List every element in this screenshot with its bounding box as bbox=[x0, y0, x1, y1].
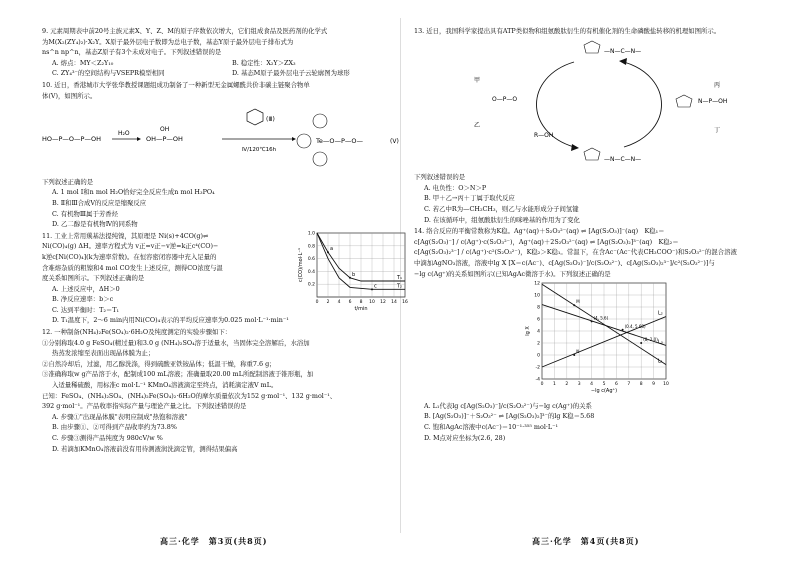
q11-option-a: A. 上述反应中，ΔH＞0 bbox=[52, 284, 120, 293]
y-axis-label: c(CO)/mol·L⁻¹ bbox=[298, 247, 304, 282]
alcohol-label: R—OH bbox=[534, 131, 554, 139]
q12-stem-line: 入适量稀硫酸，用标准c mol·L⁻¹ KMnO₄溶液滴定至终点，消耗滴定液V mL。 bbox=[52, 381, 278, 390]
compound-bing-label: 丙 bbox=[714, 81, 721, 89]
question-11 bbox=[42, 231, 414, 326]
y-tick-label: 0.6 bbox=[307, 256, 315, 262]
water-label: H₂O bbox=[118, 130, 130, 138]
point-label: b bbox=[352, 271, 356, 278]
page-footer-right: 高三·化学 第4页(共8页) bbox=[532, 536, 640, 546]
q12-stem-line: 热蒸发浓缩至表面出现晶体膜为止； bbox=[52, 349, 155, 358]
x-tick-label: 8 bbox=[359, 299, 363, 305]
compound-yi-label: 乙 bbox=[474, 121, 481, 129]
benzene-ring-icon bbox=[247, 109, 263, 125]
y-tick-label: 12 bbox=[534, 281, 540, 287]
compound-ding-label: 丁 bbox=[714, 126, 721, 134]
x-tick-label: 2 bbox=[565, 382, 569, 388]
y-tick-label: 8 bbox=[537, 305, 540, 311]
oh-label: OH bbox=[160, 126, 170, 134]
imidazole-ring-right-icon bbox=[676, 95, 692, 107]
co-concentration-chart bbox=[297, 229, 412, 313]
q10-reaction-figure bbox=[42, 101, 414, 177]
arrow-head-2 bbox=[292, 137, 296, 141]
y-axis-label: lg X bbox=[525, 326, 531, 336]
q11-stem-line: 11. 工业上常用羰基法提纯镍，其原理是 Ni(s)+4CO(g)⇌ bbox=[42, 231, 209, 240]
q10-option-b: B. Ⅱ和Ⅲ合成Ⅴ的反应是缩聚反应 bbox=[52, 198, 147, 207]
q12-option-b: B. 由步骤①、②可得到产品收率约为73.8% bbox=[52, 423, 177, 432]
data-point bbox=[622, 329, 624, 331]
q14-stem-line: 中滴加AgNO₃溶液，溶液中lg X [X＝c(Ac⁻)、c[Ag(S₂O₃)⁻]/c(S₂O₃²⁻)、c[Ag(S₂O₃)₂³⁻]/c²(S₂O₃²⁻)]与 bbox=[414, 258, 715, 267]
point-label: N bbox=[576, 349, 580, 355]
data-point bbox=[371, 288, 373, 290]
left-column bbox=[42, 26, 414, 455]
q12-stem-line: ①分别称取4.0 g FeSO₄(精过量)和3.0 g (NH₄)₂SO₄溶于适量水，当固体完全溶解后，水浴加 bbox=[42, 338, 310, 347]
q9-stem-line: 为M(X₂(ZY₄)₂)·X₂Y。X原子最外层电子数即为总电子数，基态Y原子最外层电子排布式为 bbox=[42, 37, 294, 46]
x-tick-label: 9 bbox=[652, 382, 656, 388]
q11-stem-line: 度关系如图所示。下列叙述正确的是 bbox=[42, 274, 145, 283]
polymer-v-label: (Ⅴ) bbox=[390, 138, 399, 146]
x-tick-label: 6 bbox=[614, 382, 618, 388]
peptide-chain-bottom: —N—C—N— bbox=[604, 155, 642, 163]
q10-option-d: D. 乙二醇是有机物Ⅳ的同系物 bbox=[52, 220, 138, 229]
imidazole-ring-top-icon bbox=[584, 41, 600, 53]
y-tick-label: -2 bbox=[535, 365, 540, 371]
q13-option-b: B. 甲＋乙→丙＋丁属于取代反应 bbox=[424, 194, 515, 203]
q14-option-d: D. M点对应坐标为(2.6, 28) bbox=[424, 433, 506, 442]
data-point bbox=[349, 277, 351, 279]
series-label: T₂ bbox=[397, 283, 403, 290]
q14-stem-line: c[Ag(S₂O₃)₂³⁻] / c(Ag⁺)·c²(S₂O₃²⁻)，K稳₂＞K稳₁。常温下，在含Ac⁻(Ac⁻代表CH₃COO⁻)和S₂O₃²⁻的混合溶液 bbox=[414, 248, 737, 257]
q9-option-b: B. 稳定性：X₂Y＞ZX₃ bbox=[232, 58, 296, 67]
q11-stem-line: 含难熔杂质的粗镍和4 mol CO发生上述反应，测得CO浓度与温 bbox=[42, 263, 223, 272]
question-14 bbox=[414, 226, 786, 443]
q9-stem-line: 9. 元素周期表中前20号主族元素X、Y、Z、M的原子序数依次增大，它们组成食品及医药剂的化学式 bbox=[42, 27, 328, 35]
series-label: L₃ bbox=[658, 339, 663, 346]
q12-stem-line: ②自然冷却后，过滤，用乙醇洗涤，得到硫酸亚铁铵晶体；低温干燥，称重7.6 g； bbox=[42, 359, 276, 368]
y-tick-label: 0.4 bbox=[307, 269, 315, 275]
data-point bbox=[327, 251, 329, 253]
phosphoryl-group: O—P—O bbox=[492, 95, 518, 103]
x-tick-label: 6 bbox=[348, 299, 352, 305]
q9-option-d: D. 基态M原子最外层电子云轮廓图为球形 bbox=[232, 69, 350, 78]
q14-option-a: A. L₁代表lg c[Ag(S₂O₃)⁻]/c(S₂O₃²⁻)与−lg c(Ag⁺)的关系 bbox=[424, 401, 592, 410]
q14-stem-line: c[Ag(S₂O₃)⁻] / c(Ag⁺)·c(S₂O₃²⁻)，Ag⁺(aq)＋2S₂O₃²⁻(aq) ⇌ [Ag(S₂O₃)₂]³⁻(aq) K稳₂＝ bbox=[414, 237, 679, 246]
q13-option-c: C. 若乙中R为—CH₂CH₃，则乙与水能形成分子间氢键 bbox=[424, 204, 579, 213]
point-label: (0.4, 5.68) bbox=[624, 323, 646, 329]
q9-option-c: C. ZY₄³⁻的空间结构与VSEPR模型相同 bbox=[52, 69, 165, 78]
x-tick-label: 1 bbox=[552, 382, 556, 388]
q10-stem-line: 体(Ⅴ)，如图所示。 bbox=[42, 91, 97, 100]
q11-option-d: D. T₁温度下，2～6 min内用Ni(CO)₄表示的平均反应速率为0.025 mol·L⁻¹·min⁻¹ bbox=[52, 316, 289, 325]
catalytic-cycle bbox=[414, 37, 786, 169]
cycle-arrow-head-right bbox=[619, 58, 627, 65]
x-tick-label: 0 bbox=[315, 299, 319, 305]
q11-option-b: B. 净反应速率：b＞c bbox=[52, 295, 114, 304]
imidazole-ring-bottom-icon bbox=[584, 148, 600, 160]
x-tick-label: 4 bbox=[337, 299, 341, 305]
question-10 bbox=[42, 80, 414, 230]
q13-stem: 13. 近日，我国科学家提出具有ATP类似物和组氨酸肽衍生的有机催化剂的生命磷酸盐转移的机理如图所示。 bbox=[414, 27, 721, 35]
phosphate-product: OH—P—OH bbox=[146, 135, 183, 144]
q10-option-a: A. 1 mol Ⅰ和n mol H₂O恰好完全反应生成n mol H₃PO₄ bbox=[52, 188, 215, 197]
y-tick-label: 0.8 bbox=[307, 244, 315, 250]
condition-label: Ⅳ/120℃16h bbox=[242, 147, 277, 154]
q13-mechanism-figure bbox=[414, 37, 786, 173]
q12-option-a: A. 步骤①"出现晶体膜"表明应制成"热饱和溶液" bbox=[52, 412, 188, 421]
q14-option-c: C. 饱和AgAc溶液中c(Ac⁻)＝10⁻¹·³⁵⁵ mol·L⁻¹ bbox=[424, 422, 559, 431]
y-tick-label: 0.2 bbox=[307, 282, 315, 288]
question-12 bbox=[42, 327, 414, 454]
x-tick-label: 8 bbox=[639, 382, 643, 388]
q10-stem-line: 10. 近日，香港城市大学张华教授课题组成功制备了一种新型无金属螺酰共价非碳主链聚合物单 bbox=[42, 80, 310, 89]
question-13 bbox=[414, 26, 786, 225]
y-tick-label: 6 bbox=[537, 317, 540, 323]
point-label: a bbox=[330, 245, 334, 252]
x-tick-label: 10 bbox=[369, 299, 375, 305]
series-label: T₁ bbox=[397, 274, 403, 281]
q10-question: 下列叙述正确的是 bbox=[42, 177, 94, 186]
x-axis-label: t/min bbox=[354, 305, 368, 312]
x-tick-label: 12 bbox=[380, 299, 386, 305]
q14-stem-line: −lg c(Ag⁺)的关系如图所示(已知AgAc微溶于水)。下列叙述正确的是 bbox=[414, 269, 611, 278]
series-label: L₁ bbox=[658, 358, 663, 365]
compound-jia-label: 甲 bbox=[474, 76, 481, 84]
y-tick-label: -4 bbox=[535, 377, 540, 383]
phenyl-ring-left-icon bbox=[297, 134, 311, 148]
cycle-arrow-head-left bbox=[571, 144, 579, 151]
phospho-imidazole: N—P—OH bbox=[698, 97, 728, 105]
y-tick-label: 10 bbox=[534, 293, 540, 299]
q13-option-a: A. 电负性：O＞N＞P bbox=[424, 183, 487, 192]
polymer-center: Te—O—P—O— bbox=[316, 137, 364, 146]
y-tick-label: 2 bbox=[537, 341, 540, 347]
q11-option-c: C. 达到平衡时：T₂＝T₁ bbox=[52, 305, 120, 314]
point-label: (4, 5.6) bbox=[593, 315, 609, 321]
x-tick-label: 7 bbox=[627, 382, 631, 388]
q11-stem-line: k逆c[Ni(CO)₄](k为速率常数)。在恒容密闭容器中充入足量的 bbox=[42, 252, 217, 261]
data-point bbox=[573, 304, 575, 306]
phenyl-ring-top-icon bbox=[313, 114, 327, 128]
point-label: c bbox=[374, 283, 377, 290]
data-point bbox=[591, 321, 593, 323]
cycle-arc-right bbox=[624, 62, 662, 147]
reactant-label: HO—P—O—P—OH bbox=[42, 135, 101, 144]
x-tick-label: 10 bbox=[663, 382, 669, 388]
q12-stem-line: 12. 一种制备(NH₄)₂Fe(SO₄)₂·6H₂O及纯度测定的实验步骤如下： bbox=[42, 328, 232, 337]
q9-option-a: A. 熔点：MY＜Z₂Y₁₀ bbox=[52, 58, 114, 67]
x-tick-label: 14 bbox=[391, 299, 397, 305]
q12-stem-line: 392 g·mol⁻¹。产品收率指实际产量与理论产量之比。下列叙述错误的是 bbox=[42, 402, 247, 411]
question-9 bbox=[42, 26, 414, 79]
reaction-scheme bbox=[42, 101, 414, 173]
y-tick-label: 1.0 bbox=[307, 231, 315, 237]
q13-question: 下列叙述错误的是 bbox=[414, 173, 466, 182]
q12-stem-line: ③准确称取w g产品溶于水，配制成100 mL溶液；准确量取20.00 mL所配制溶液于锥形瓶，加 bbox=[42, 370, 314, 379]
lgx-chart bbox=[524, 279, 674, 397]
x-tick-label: 2 bbox=[326, 299, 330, 305]
x-tick-label: 3 bbox=[577, 382, 581, 388]
y-tick-label: 4 bbox=[537, 329, 540, 335]
peptide-chain-top: —N—C—N— bbox=[604, 47, 642, 55]
right-column bbox=[414, 26, 786, 444]
q12-option-c: C. 步骤③测得产品纯度为 980cV/w % bbox=[52, 434, 163, 442]
y-tick-label: 0 bbox=[537, 353, 540, 359]
q11-stem-line: Ni(CO)₄(g) ΔH。速率方程式为 v正=v正−v逆=k正c⁴(CO)− bbox=[42, 242, 219, 251]
q9-stem-line: ns^n np^n，基态Z原子有3个未成对电子。下列叙述错误的是 bbox=[42, 48, 222, 57]
phenyl-ring-bottom-icon bbox=[313, 152, 327, 166]
data-point bbox=[640, 342, 642, 344]
x-tick-label: 0 bbox=[540, 382, 544, 388]
arrow-head-1 bbox=[137, 137, 141, 141]
page-footer-left: 高三·化学 第3页(共8页) bbox=[160, 536, 268, 546]
q13-option-d: D. 在该循环中，组氨酸肽衍生的咪唑基的作用为了变化 bbox=[424, 215, 580, 224]
x-axis-label: −lg c(Ag⁺) bbox=[590, 388, 618, 395]
q10-option-c: C. 有机物Ⅲ属于芳香烃 bbox=[52, 209, 119, 218]
q12-stem-line: 已知：FeSO₄、(NH₄)₂SO₄、(NH₄)₂Fe(SO₄)₂·6H₂O的摩尔质量依次为152 g·mol⁻¹、132 g·mol⁻¹、 bbox=[42, 391, 337, 400]
reagent-iii-label: (Ⅲ) bbox=[266, 116, 275, 124]
point-label: (8, 2.0) bbox=[643, 337, 658, 343]
data-point bbox=[573, 354, 575, 356]
q14-stem-line: 14. 络合反应的平衡常数称为K稳。Ag⁺(aq)＋S₂O₃²⁻(aq) ⇌ [Ag(S₂O₃)]⁻(aq) K稳₁＝ bbox=[414, 227, 665, 236]
point-label: M bbox=[576, 299, 580, 305]
x-tick-label: 5 bbox=[602, 382, 606, 388]
x-tick-label: 4 bbox=[590, 382, 594, 388]
q14-option-b: B. [Ag(S₂O₃)]⁻＋S₂O₃²⁻ ⇌ [Ag(S₂O₃)₂]³⁻的lg K稳＝5.68 bbox=[424, 412, 595, 421]
series-label: L₂ bbox=[658, 310, 663, 317]
x-tick-label: 16 bbox=[402, 299, 408, 305]
q12-option-d: D. 若滴加KMnO₄溶液前没有用待测液润洗滴定管，测得结果偏高 bbox=[52, 444, 238, 453]
